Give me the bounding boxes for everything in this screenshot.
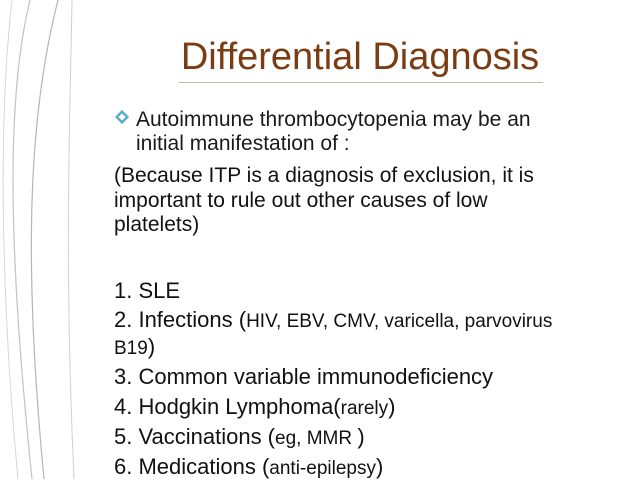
list-item-close: ) bbox=[357, 424, 365, 449]
paragraph-line: (Because ITP is a diagnosis of exclusion, it is bbox=[114, 164, 534, 187]
list-item-infections-cont bbox=[114, 334, 155, 362]
list-item-close: ) bbox=[375, 454, 384, 479]
list-item-main: 2. Infections ( bbox=[114, 307, 247, 332]
paragraph-line: platelets) bbox=[114, 213, 200, 236]
bullet-line: Autoimmune thrombocytopenia may be an bbox=[136, 108, 531, 131]
paragraph-line: important to rule out other causes of low bbox=[114, 188, 488, 212]
list-item-main: 5. Vaccinations ( bbox=[114, 424, 276, 449]
list-item-main: 1. SLE bbox=[114, 278, 181, 303]
list-item-infections bbox=[114, 307, 552, 335]
list-item-cvid bbox=[114, 364, 493, 390]
slide-title: Differential Diagnosis bbox=[180, 36, 540, 78]
bullet-text bbox=[136, 108, 616, 156]
list-item-vaccinations bbox=[114, 424, 365, 452]
list-item-sle bbox=[114, 278, 180, 304]
list-item-close: ) bbox=[147, 334, 156, 359]
title-underline bbox=[179, 82, 543, 83]
list-item-main: 3. Common variable immunodeficiency bbox=[114, 364, 494, 389]
list-item-detail: eg, MMR bbox=[275, 428, 358, 449]
bullet-icon bbox=[116, 111, 128, 123]
bullet-item bbox=[116, 108, 616, 156]
bullet-line: initial manifestation of : bbox=[136, 132, 350, 155]
list-item-close: ) bbox=[388, 394, 396, 419]
note-paragraph bbox=[114, 164, 534, 238]
list-item-detail: rarely bbox=[340, 398, 389, 419]
list-item-detail: anti-epilepsy bbox=[269, 458, 376, 479]
list-item-hodgkin bbox=[114, 394, 395, 422]
list-item-detail: HIV, EBV, CMV, varicella, parvovirus bbox=[246, 311, 553, 332]
list-item-detail: B19 bbox=[114, 338, 148, 359]
list-item-main: 6. Medications ( bbox=[114, 454, 270, 479]
list-item-medications bbox=[114, 454, 383, 482]
list-item-main: 4. Hodgkin Lymphoma( bbox=[114, 394, 341, 419]
